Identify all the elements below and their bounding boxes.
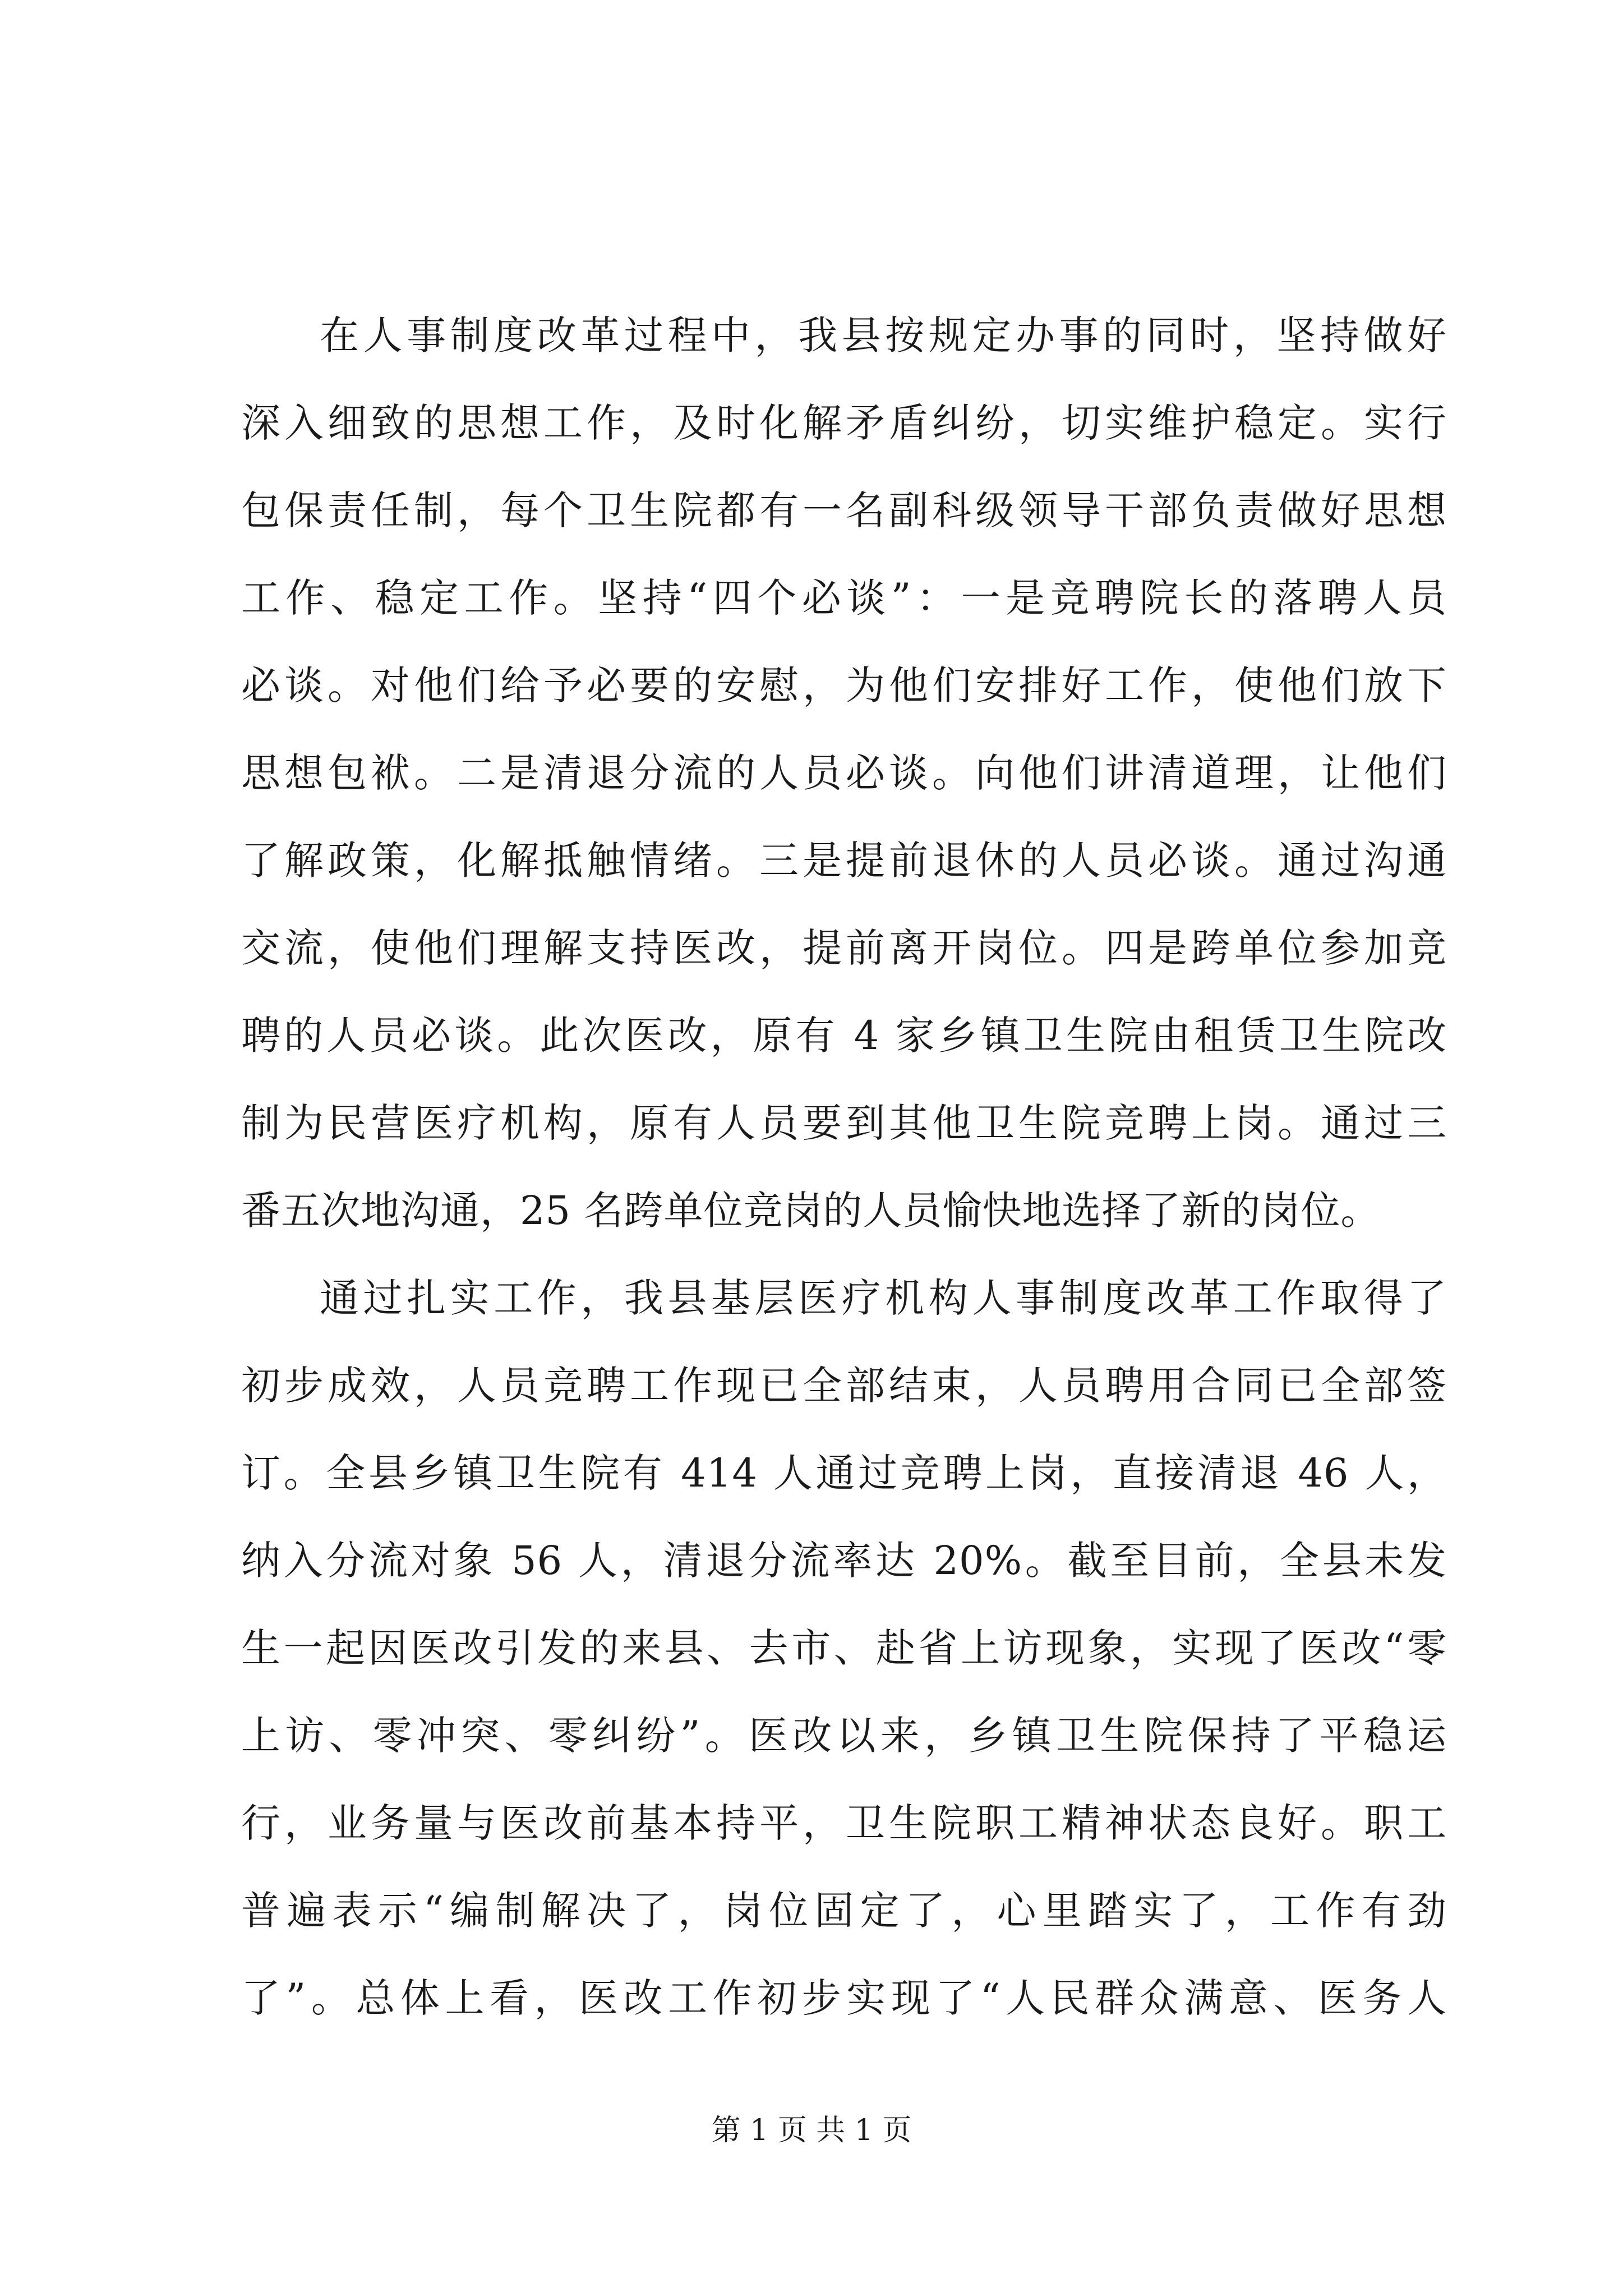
paragraph-1-line-7: 了解政策，化解抵触情绪。三是提前退休的人员必谈。通过沟通 [241,838,1447,884]
paragraph-1-line-9: 聘的人员必谈。此次医改，原有 4 家乡镇卫生院由租赁卫生院改 [241,1013,1447,1059]
paragraph-1-line-10: 制为民营医疗机构，原有人员要到其他卫生院竞聘上岗。通过三 [241,1100,1447,1146]
paragraph-1-line-5: 必谈。对他们给予必要的安慰，为他们安排好工作，使他们放下 [241,662,1447,708]
paragraph-2-line-4: 纳入分流对象 56 人，清退分流率达 20%。截至目前，全县未发 [241,1538,1447,1584]
paragraph-1-line-1: 在人事制度改革过程中，我县按规定办事的同时，坚持做好 [320,312,1447,358]
body-text [241,292,1447,2042]
paragraph-1-line-4: 工作、稳定工作。坚持“四个必谈”：一是竞聘院长的落聘人员 [241,575,1447,621]
paragraph-2-line-1: 通过扎实工作，我县基层医疗机构人事制度改革工作取得了 [320,1275,1447,1321]
paragraph-1-line-3: 包保责任制，每个卫生院都有一名副科级领导干部负责做好思想 [241,487,1447,533]
paragraph-2-line-8: 普遍表示“编制解决了，岗位固定了，心里踏实了，工作有劲 [241,1888,1447,1934]
paragraph-2-line-5: 生一起因医改引发的来县、去市、赴省上访现象，实现了医改“零 [241,1625,1447,1671]
paragraph-1-line-6: 思想包袱。二是清退分流的人员必谈。向他们讲清道理，让他们 [241,750,1447,796]
paragraph-1-line-8: 交流，使他们理解支持医改，提前离开岗位。四是跨单位参加竞 [241,925,1447,971]
page-number-footer: 第 1 页 共 1 页 [711,2114,912,2147]
paragraph-1-line-2: 深入细致的思想工作，及时化解矛盾纠纷，切实维护稳定。实行 [241,400,1447,446]
paragraph-2-line-9: 了”。总体上看，医改工作初步实现了“人民群众满意、医务人 [241,1975,1447,2021]
paragraph-2-line-6: 上访、零冲突、零纠纷”。医改以来，乡镇卫生院保持了平稳运 [241,1713,1447,1759]
paragraph-2-line-2: 初步成效，人员竞聘工作现已全部结束，人员聘用合同已全部签 [241,1363,1447,1409]
paragraph-2-line-3: 订。全县乡镇卫生院有 414 人通过竞聘上岗，直接清退 46 人， [241,1450,1447,1496]
paragraph-2-line-7: 行，业务量与医改前基本持平，卫生院职工精神状态良好。职工 [241,1800,1447,1846]
paragraph-1-line-11: 番五次地沟通，25 名跨单位竞岗的人员愉快地选择了新的岗位。 [241,1188,1381,1234]
